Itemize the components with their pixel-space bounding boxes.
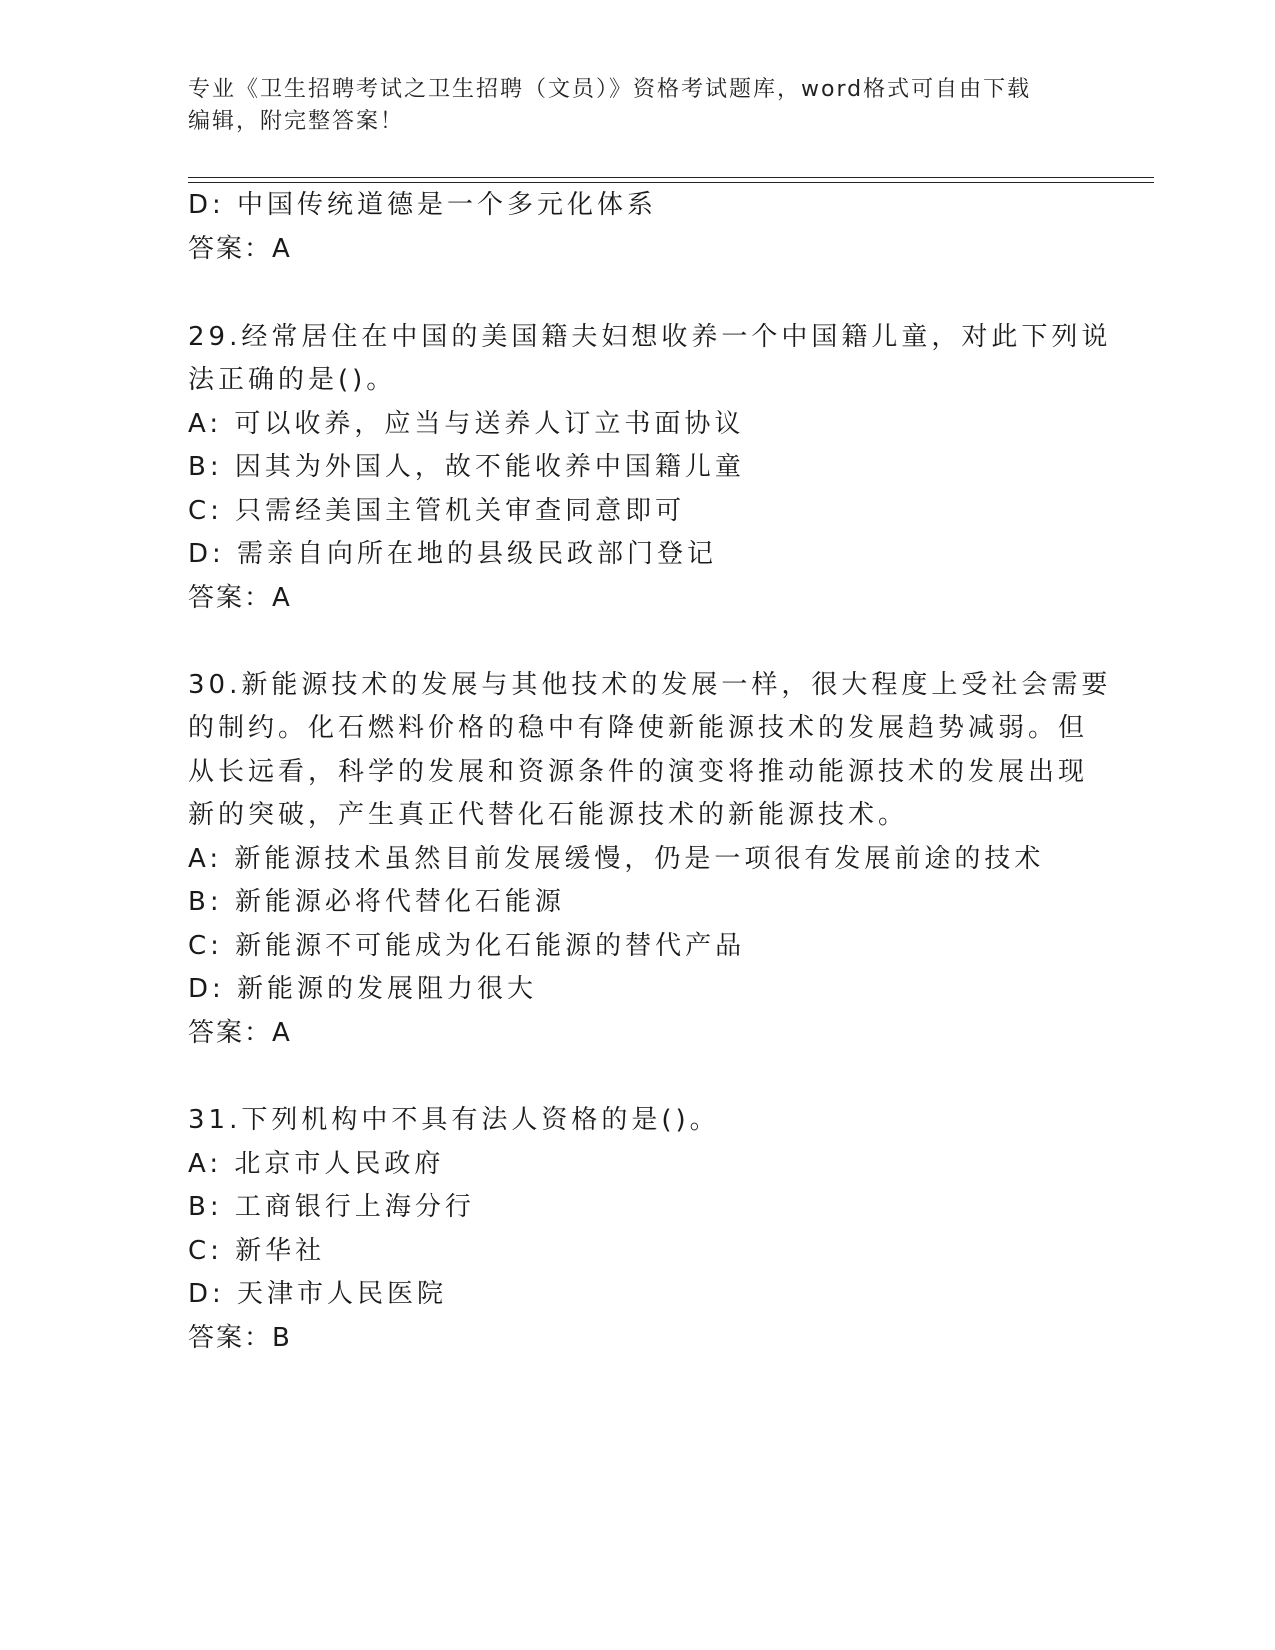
q29-option-d: D: 需亲自向所在地的县级民政部门登记 <box>188 539 718 569</box>
q31-option-a: A: 北京市人民政府 <box>188 1149 445 1179</box>
q28-answer: 答案：A <box>188 234 292 264</box>
header-divider-top <box>188 177 1154 178</box>
page-header <box>188 74 1088 138</box>
q30-option-c: C: 新能源不可能成为化石能源的替代产品 <box>188 931 746 961</box>
q29-answer: 答案：A <box>188 583 292 613</box>
q31-option-b: B: 工商银行上海分行 <box>188 1192 475 1222</box>
q30-option-d: D: 新能源的发展阻力很大 <box>188 974 538 1004</box>
q29-option-c: C: 只需经美国主管机关审查同意即可 <box>188 496 686 526</box>
header-line-1: 专业《卫生招聘考试之卫生招聘（文员）》资格考试题库，word格式可自由下载 <box>188 77 1032 102</box>
q31-answer: 答案：B <box>188 1323 292 1353</box>
q31-option-c: C: 新华社 <box>188 1236 326 1266</box>
header-line-2: 编辑，附完整答案！ <box>188 109 405 134</box>
q29-stem-line-2: 法正确的是()。 <box>188 365 397 395</box>
q31-option-d: D: 天津市人民医院 <box>188 1279 448 1309</box>
q30-option-a: A: 新能源技术虽然目前发展缓慢，仍是一项很有发展前途的技术 <box>188 844 1045 874</box>
q30-stem-line-1: 30.新能源技术的发展与其他技术的发展一样，很大程度上受社会需要 <box>188 670 1112 700</box>
header-divider-bottom <box>188 182 1154 183</box>
q29-option-b: B: 因其为外国人，故不能收养中国籍儿童 <box>188 452 745 482</box>
q30-stem-line-4: 新的突破，产生真正代替化石能源技术的新能源技术。 <box>188 800 909 830</box>
q28-option-d: D: 中国传统道德是一个多元化体系 <box>188 190 658 220</box>
q30-stem-line-3: 从长远看，科学的发展和资源条件的演变将推动能源技术的发展出现 <box>188 757 1089 787</box>
q30-option-b: B: 新能源必将代替化石能源 <box>188 887 565 917</box>
q29-option-a: A: 可以收养，应当与送养人订立书面协议 <box>188 409 745 439</box>
q31-stem-line-1: 31.下列机构中不具有法人资格的是()。 <box>188 1105 720 1135</box>
q29-stem-line-1: 29.经常居住在中国的美国籍夫妇想收养一个中国籍儿童，对此下列说 <box>188 322 1112 352</box>
q30-stem-line-2: 的制约。化石燃料价格的稳中有降使新能源技术的发展趋势减弱。但 <box>188 713 1089 743</box>
q30-answer: 答案：A <box>188 1018 292 1048</box>
